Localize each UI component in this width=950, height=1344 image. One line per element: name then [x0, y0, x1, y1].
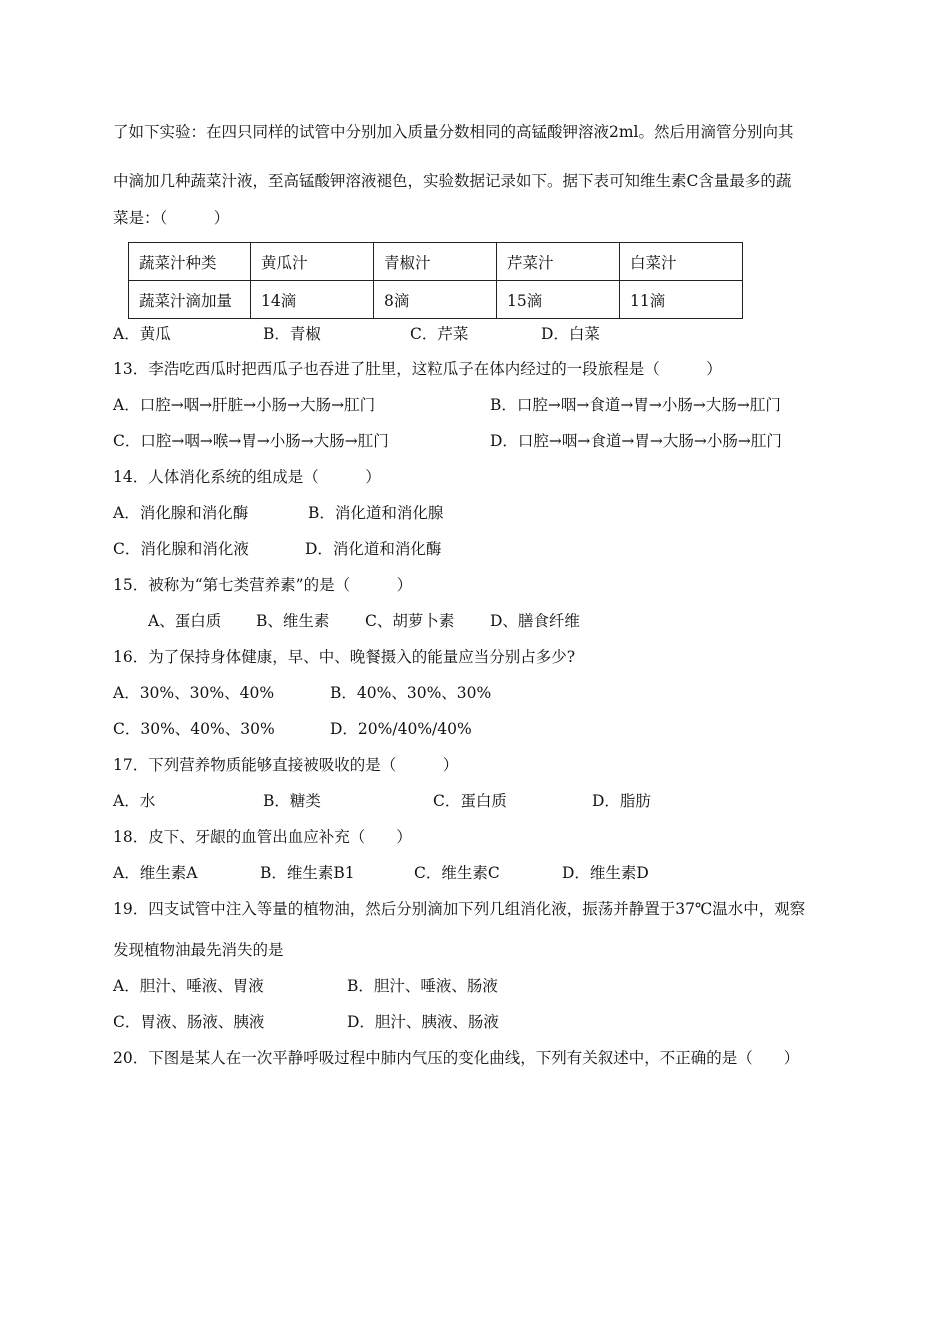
q16-option-a: A．30%、30%、40%: [113, 684, 275, 702]
q13-option-d: D．口腔→咽→食道→胃→大肠→小肠→肛门: [490, 432, 782, 450]
table-cell: 白菜汁: [620, 243, 743, 281]
q19-option-c: C．胃液、肠液、胰液: [113, 1013, 265, 1031]
q18-option-c: C．维生素C: [414, 864, 500, 882]
q16-option-b: B．40%、30%、30%: [330, 684, 492, 702]
q16-option-c: C．30%、40%、30%: [113, 720, 275, 738]
q19-stem-line-1: 19．四支试管中注入等量的植物油，然后分别滴加下列几组消化液，振荡并静置于37℃温水中，观察: [113, 900, 806, 918]
q19-option-a: A．胆汁、唾液、胃液: [113, 977, 264, 995]
q14-option-b: B．消化道和消化腺: [308, 504, 444, 522]
q14-stem: 14．人体消化系统的组成是（ ）: [113, 468, 381, 486]
q19-stem-line-2: 发现植物油最先消失的是: [113, 941, 284, 959]
q13-stem: 13．李浩吃西瓜时把西瓜子也吞进了肚里，这粒瓜子在体内经过的一段旅程是（ ）: [113, 360, 722, 378]
table-cell: 黄瓜汁: [251, 243, 374, 281]
q13-option-c: C．口腔→咽→喉→胃→小肠→大肠→肛门: [113, 432, 389, 450]
q14-option-c: C．消化腺和消化液: [113, 540, 249, 558]
q17-option-b: B．糖类: [263, 792, 321, 810]
q12-option-b: B．青椒: [263, 325, 321, 343]
q19-option-d: D．胆汁、胰液、肠液: [347, 1013, 499, 1031]
table-cell: 11滴: [620, 281, 743, 319]
table-cell: 青椒汁: [374, 243, 497, 281]
q15-option-d: D、膳食纤维: [490, 612, 580, 630]
q14-option-a: A．消化腺和消化酶: [113, 504, 249, 522]
intro-line-3: 菜是：（ ）: [113, 209, 230, 227]
q19-option-b: B．胆汁、唾液、肠液: [347, 977, 498, 995]
q18-stem: 18．皮下、牙龈的血管出血应补充（ ）: [113, 828, 412, 846]
intro-line-2: 中滴加几种蔬菜汁液，至高锰酸钾溶液褪色，实验数据记录如下。据下表可知维生素C含量最多的蔬: [113, 172, 792, 190]
q17-stem: 17．下列营养物质能够直接被吸收的是（ ）: [113, 756, 459, 774]
q12-option-a: A．黄瓜: [113, 325, 171, 343]
q12-option-c: C．芹菜: [410, 325, 469, 343]
vegetable-juice-table: [128, 242, 743, 319]
q18-option-d: D．维生素D: [562, 864, 649, 882]
q16-option-d: D．20%/40%/40%: [330, 720, 472, 738]
q14-option-d: D．消化道和消化酶: [305, 540, 442, 558]
table-cell: 芹菜汁: [497, 243, 620, 281]
q17-option-d: D．脂肪: [592, 792, 651, 810]
intro-line-1: 了如下实验：在四只同样的试管中分别加入质量分数相同的高锰酸钾溶液2ml。然后用滴管分别向其: [113, 123, 794, 141]
table-row: [129, 281, 743, 319]
q16-stem: 16．为了保持身体健康，早、中、晚餐摄入的能量应当分别占多少?: [113, 648, 576, 666]
q15-option-c: C、胡萝卜素: [365, 612, 455, 630]
table-cell: 8滴: [374, 281, 497, 319]
table-cell: 蔬菜汁滴加量: [129, 281, 251, 319]
q20-stem: 20．下图是某人在一次平静呼吸过程中肺内气压的变化曲线，下列有关叙述中，不正确的是（ ）: [113, 1049, 800, 1067]
q15-option-a: A、蛋白质: [148, 612, 222, 630]
q13-option-b: B．口腔→咽→食道→胃→小肠→大肠→肛门: [490, 396, 781, 414]
q18-option-b: B．维生素B1: [260, 864, 355, 882]
table-cell: 15滴: [497, 281, 620, 319]
table-cell: 14滴: [251, 281, 374, 319]
q18-option-a: A．维生素A: [113, 864, 198, 882]
q15-option-b: B、维生素: [256, 612, 330, 630]
q17-option-c: C．蛋白质: [433, 792, 507, 810]
table-cell: 蔬菜汁种类: [129, 243, 251, 281]
q15-stem: 15．被称为“第七类营养素”的是（ ）: [113, 576, 413, 594]
q12-option-d: D．白菜: [541, 325, 600, 343]
table-row: [129, 243, 743, 281]
q17-option-a: A．水: [113, 792, 156, 810]
q13-option-a: A．口腔→咽→肝脏→小肠→大肠→肛门: [113, 396, 376, 414]
